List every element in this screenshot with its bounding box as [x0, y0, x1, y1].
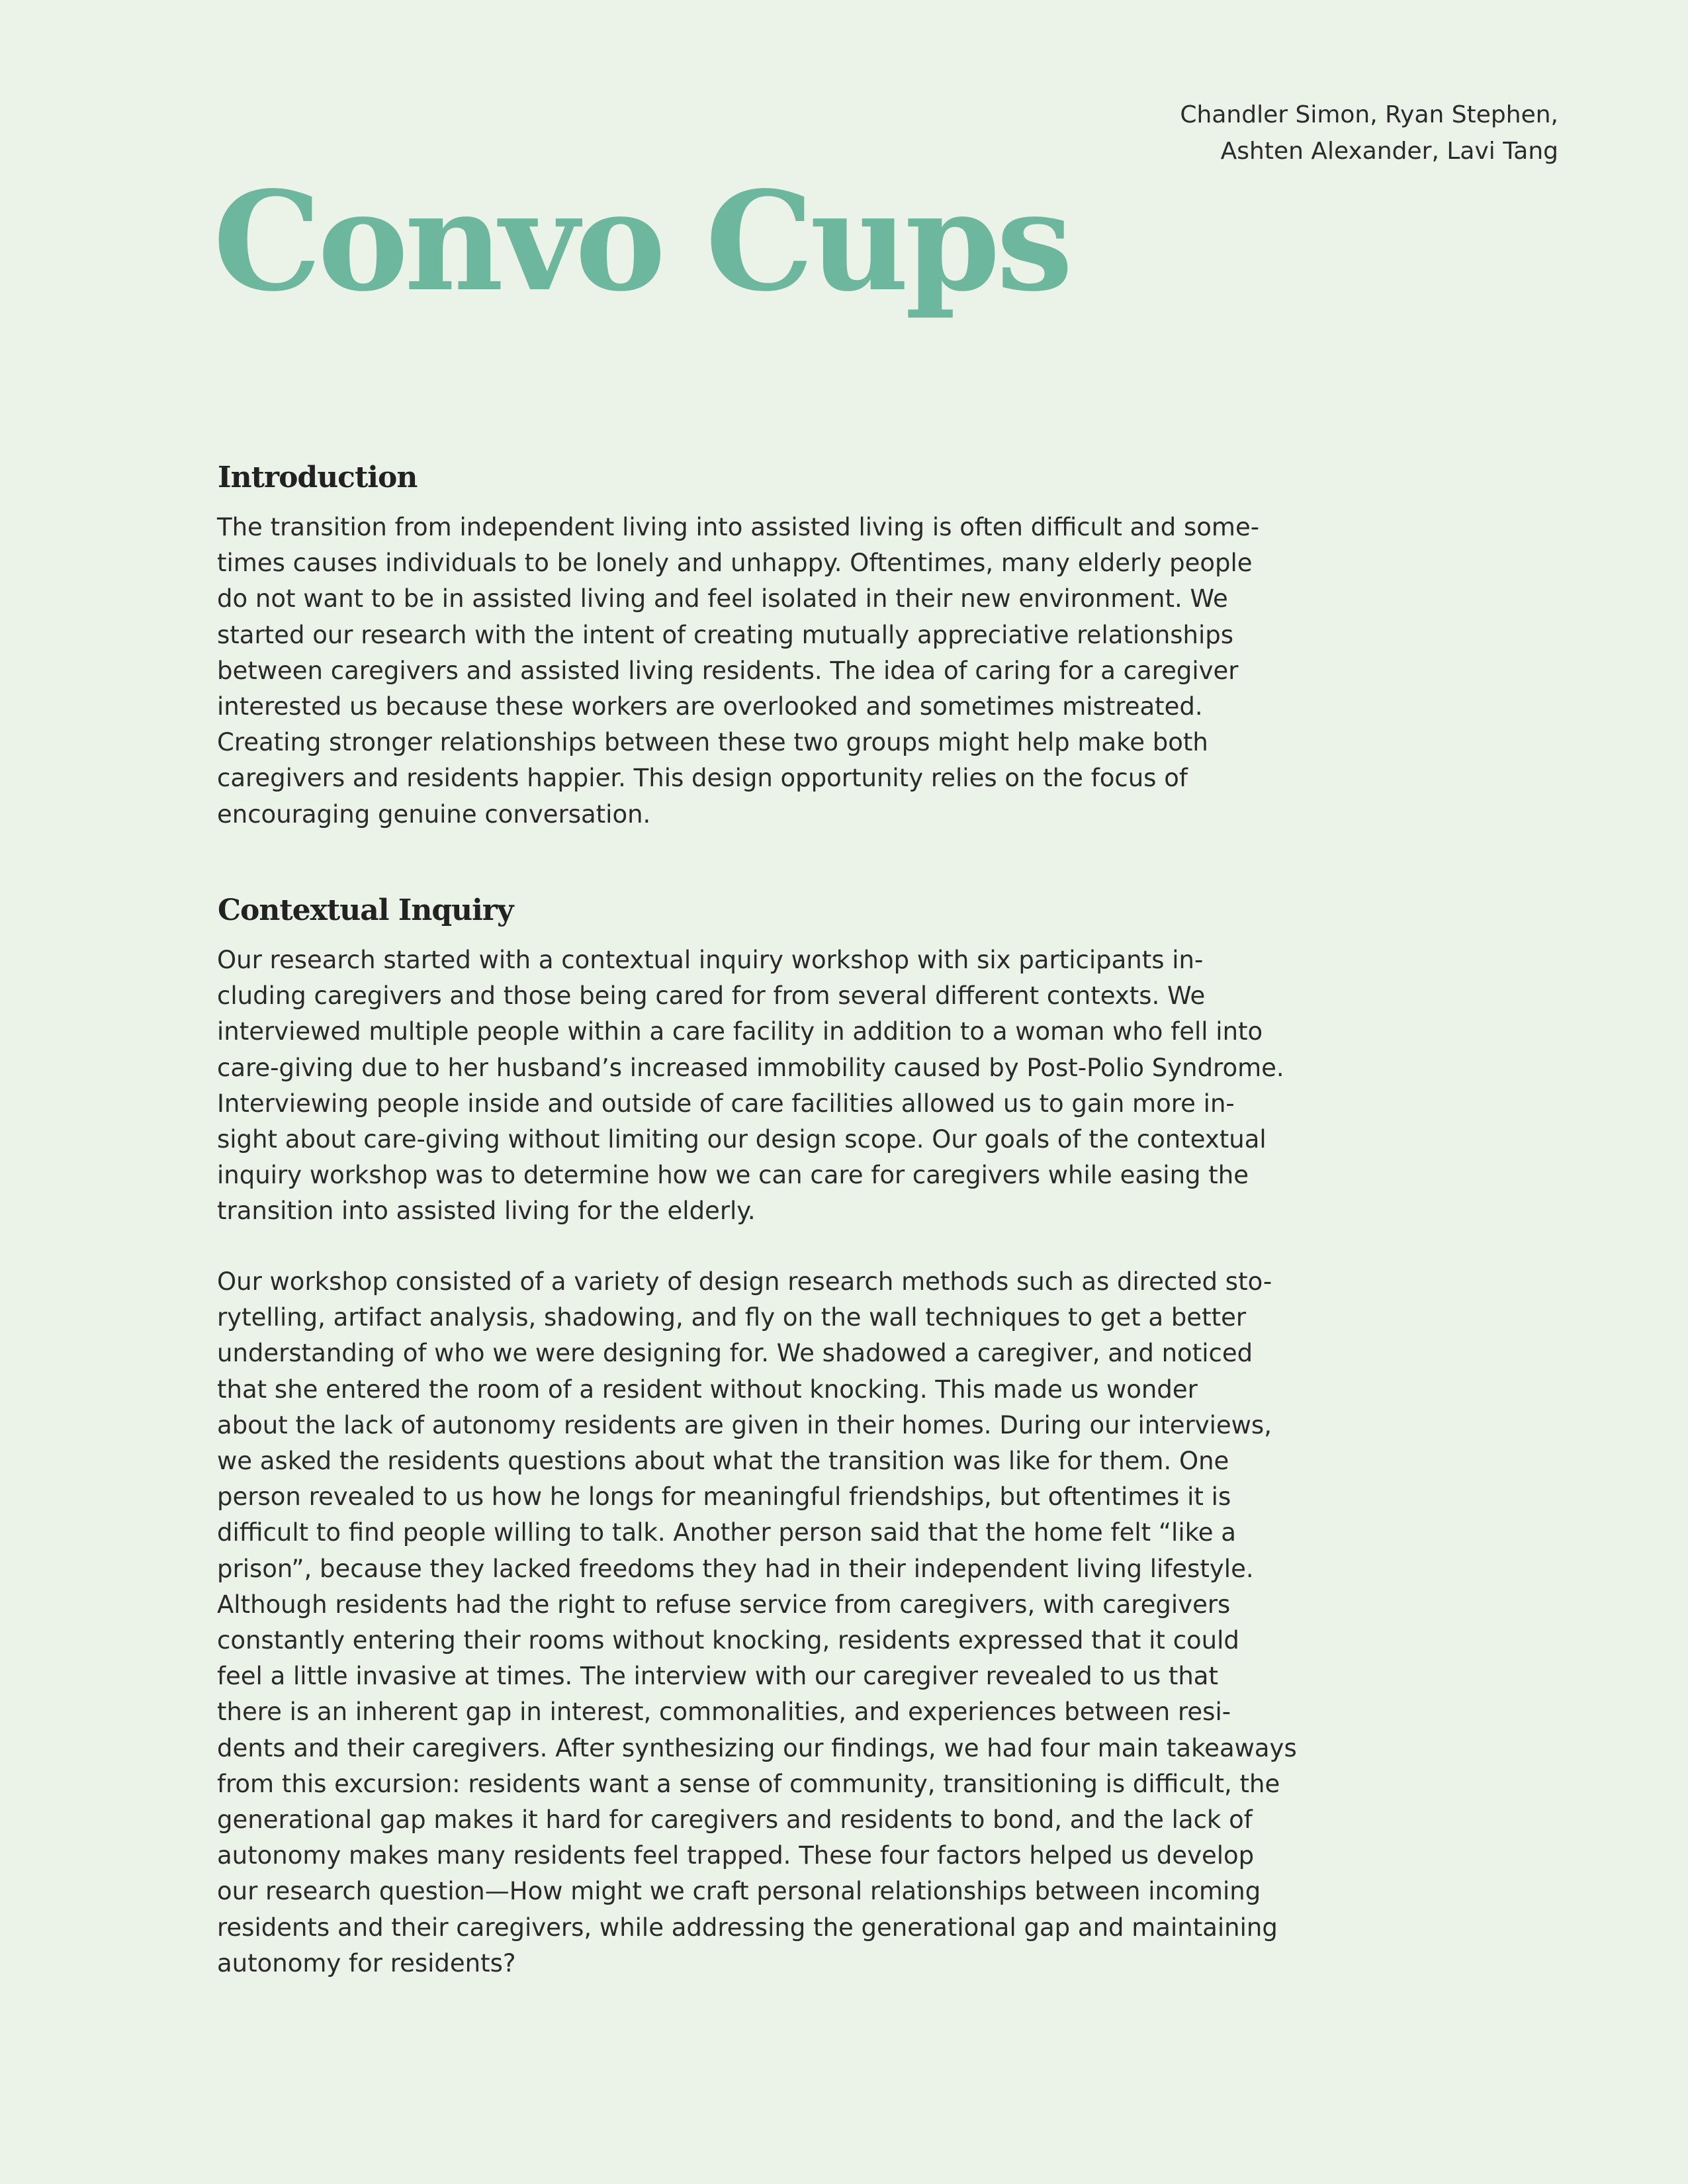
- text-line: cluding caregivers and those being cared for from several different contexts. We: [217, 981, 1206, 1011]
- text-line: constantly entering their rooms without knocking, residents expressed that it could: [217, 1626, 1239, 1655]
- text-line: about the lack of autonomy residents are given in their homes. During our interviews,: [217, 1410, 1272, 1439]
- text-line: Our research started with a contextual inquiry workshop with six participants in-: [217, 946, 1204, 974]
- text-line: transition into assisted living for the elderly.: [217, 1197, 756, 1226]
- contextual-inquiry-paragraph-2: [217, 1264, 1297, 1981]
- text-line: autonomy makes many residents feel trapped. These four factors helped us develop: [217, 1841, 1255, 1870]
- text-line: difficult to find people willing to talk. Another person said that the home felt “like a: [217, 1518, 1236, 1547]
- section-heading-introduction: Introduction: [218, 461, 418, 494]
- author-line: Chandler Simon, Ryan Stephen,: [1180, 101, 1558, 128]
- text-line: prison”, because they lacked freedoms they had in their independent living lifestyle.: [217, 1554, 1254, 1583]
- text-line: times causes individuals to be lonely and unhappy. Oftentimes, many elderly people: [217, 549, 1253, 578]
- document-title: Convo Cups: [213, 161, 1069, 322]
- text-line: we asked the residents questions about what the transition was like for them. One: [217, 1447, 1229, 1476]
- section-heading-contextual-inquiry: Contextual Inquiry: [218, 893, 513, 927]
- text-line: do not want to be in assisted living and feel isolated in their new environment. We: [217, 584, 1228, 614]
- text-line: Our workshop consisted of a variety of design research methods such as directed sto-: [217, 1267, 1272, 1296]
- text-line: Creating stronger relationships between these two groups might help make both: [217, 728, 1208, 757]
- text-line: understanding of who we were designing for. We shadowed a caregiver, and noticed: [217, 1339, 1253, 1368]
- text-line: rytelling, artifact analysis, shadowing, and fly on the wall techniques to get a better: [217, 1303, 1247, 1332]
- text-line: dents and their caregivers. After synthesizing our findings, we had four main takeaways: [217, 1733, 1297, 1762]
- text-line: Although residents had the right to refuse service from caregivers, with caregivers: [217, 1590, 1231, 1619]
- text-line: inquiry workshop was to determine how we can care for caregivers while easing the: [217, 1161, 1249, 1190]
- text-line: interviewed multiple people within a care facility in addition to a woman who fell into: [217, 1017, 1263, 1046]
- text-line: caregivers and residents happier. This design opportunity relies on the focus of: [217, 764, 1188, 793]
- text-line: generational gap makes it hard for caregivers and residents to bond, and the lack of: [217, 1805, 1253, 1835]
- author-list: [1180, 97, 1558, 169]
- text-line: The transition from independent living into assisted living is often difficult and some-: [217, 513, 1260, 541]
- text-line: encouraging genuine conversation.: [217, 799, 651, 829]
- text-line: interested us because these workers are overlooked and sometimes mistreated.: [217, 692, 1203, 721]
- text-line: there is an inherent gap in interest, commonalities, and experiences between resi-: [217, 1698, 1231, 1727]
- author-line: Ashten Alexander, Lavi Tang: [1220, 138, 1558, 165]
- text-line: residents and their caregivers, while addressing the generational gap and maintaining: [217, 1913, 1278, 1942]
- text-line: our research question—How might we craft personal relationships between incoming: [217, 1877, 1261, 1906]
- text-line: care-giving due to her husband’s increased immobility caused by Post-Polio Syndrome.: [217, 1053, 1284, 1082]
- text-line: autonomy for residents?: [217, 1948, 516, 1978]
- contextual-inquiry-paragraph-1: [217, 942, 1284, 1230]
- text-line: from this excursion: residents want a sense of community, transitioning is difficult, the: [217, 1769, 1280, 1798]
- text-line: person revealed to us how he longs for meaningful friendships, but oftentimes it is: [217, 1482, 1231, 1512]
- text-line: feel a little invasive at times. The interview with our caregiver revealed to us that: [217, 1662, 1218, 1691]
- text-line: Interviewing people inside and outside of care facilities allowed us to gain more in-: [217, 1089, 1235, 1118]
- text-line: started our research with the intent of creating mutually appreciative relationships: [217, 620, 1234, 649]
- text-line: that she entered the room of a resident without knocking. This made us wonder: [217, 1375, 1198, 1404]
- text-line: sight about care-giving without limiting our design scope. Our goals of the contextual: [217, 1125, 1266, 1154]
- introduction-paragraph: [217, 510, 1260, 833]
- text-line: between caregivers and assisted living residents. The idea of caring for a caregiver: [217, 656, 1239, 685]
